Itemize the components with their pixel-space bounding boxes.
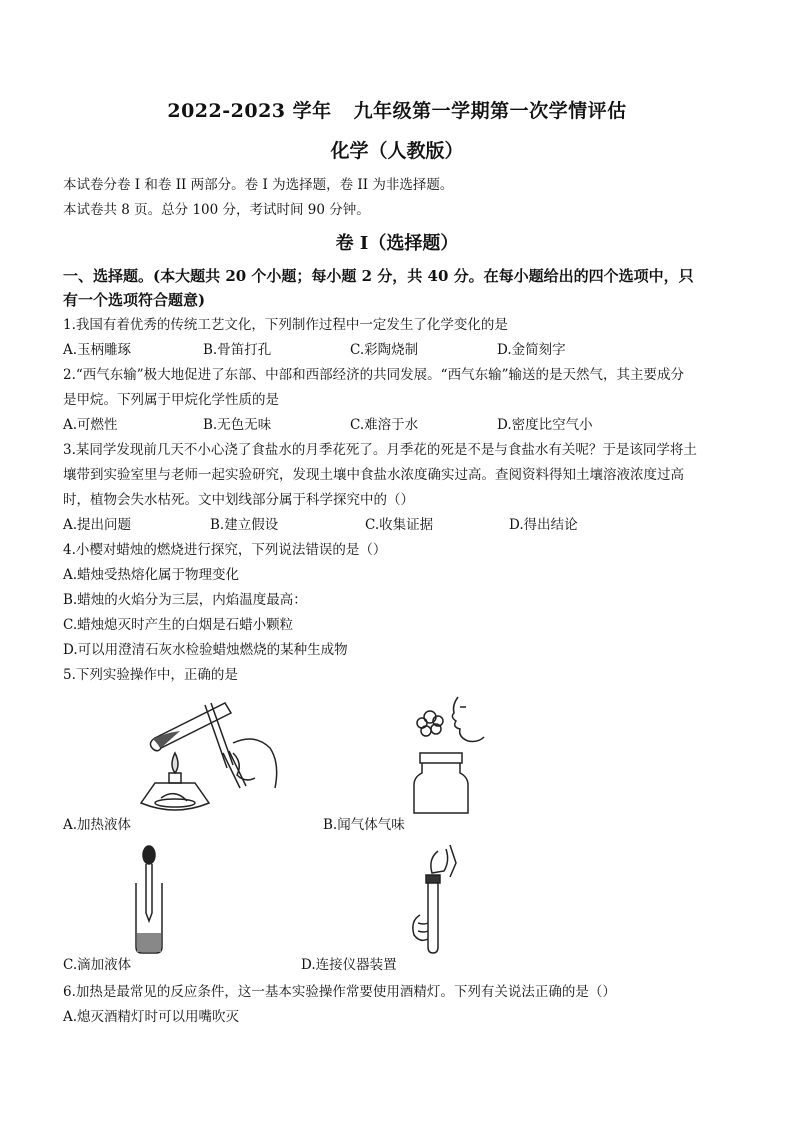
q5-option-b: B.闻气体气味 (323, 817, 405, 833)
q1-option-d: D.金简刻字 (497, 342, 566, 358)
q4-option-d: D.可以用澄清石灰水检验蜡烛燃烧的某种生成物 (63, 642, 348, 658)
q1-option-c: C.彩陶烧制 (350, 342, 419, 358)
q3-option-b: B.建立假设 (210, 517, 279, 533)
q3-option-a: A.提出问题 (63, 517, 132, 533)
q6-stem: 6.加热是最常见的反应条件，这一基本实验操作常要使用酒精灯。下列有关说法正确的是（） (63, 984, 616, 1000)
q6-option-a: A.熄灭酒精灯时可以用嘴吹灭 (63, 1009, 240, 1025)
q1-option-a: A.玉柄雕琢 (63, 342, 132, 358)
q5-option-c: C.滴加液体 (63, 957, 132, 973)
intro-line-1: 本试卷分卷 I 和卷 II 两部分。卷 I 为选择题，卷 II 为非选择题。 (63, 177, 454, 193)
section-heading-line-1: 一、选择题。(本大题共 20 个小题；每小题 2 分，共 40 分。在每小题给出的四个选项中，只 (63, 267, 694, 285)
intro-line-2: 本试卷共 8 页。总分 100 分，考试时间 90 分钟。 (63, 202, 370, 218)
q4-option-c: C.蜡烛熄灭时产生的白烟是石蜡小颗粒 (63, 617, 294, 633)
q5-option-a: A.加热液体 (63, 817, 132, 833)
section-title: 卷 I（选择题） (335, 233, 459, 254)
q3-option-c: C.收集证据 (365, 517, 434, 533)
q1-stem: 1.我国有着优秀的传统工艺文化，下列制作过程中一定发生了化学变化的是 (63, 317, 508, 333)
q5-stem: 5.下列实验操作中，正确的是 (63, 667, 238, 683)
exam-title-rest: 九年级第一学期第一次学情评估 (353, 100, 627, 122)
q3-stem-line-3: 时，植物会失水枯死。文中划线部分属于科学探究中的（） (63, 492, 414, 508)
q3-option-d: D.得出结论 (509, 517, 578, 533)
exam-subtitle: 化学（人教版） (330, 140, 464, 162)
q2-option-a: A.可燃性 (63, 417, 118, 433)
exam-year: 2022-2023 学年 (167, 100, 332, 122)
connecting-apparatus-illustration (400, 843, 470, 955)
q4-option-b: B.蜡烛的火焰分为三层，内焰温度最高： (63, 592, 307, 608)
exam-title (0, 96, 794, 123)
smelling-gas-illustration (400, 693, 510, 815)
heating-liquid-illustration (125, 693, 285, 815)
q2-option-b: B.无色无味 (203, 417, 272, 433)
q3-stem-line-2: 壤带到实验室里与老师一起实验研究，发现土壤中食盐水浓度确实过高。查阅资料得知土壤溶液浓度过高 (63, 467, 684, 483)
q4-stem: 4.小樱对蜡烛的燃烧进行探究，下列说法错误的是（） (63, 542, 387, 558)
q5-option-d: D.连接仪器装置 (301, 957, 397, 973)
q2-option-d: D.密度比空气小 (497, 417, 593, 433)
q4-option-a: A.蜡烛受热熔化属于物理变化 (63, 567, 240, 583)
dropper-illustration (128, 843, 178, 955)
q2-option-c: C.难溶于水 (350, 417, 419, 433)
q2-stem-line-2: 是甲烷。下列属于甲烷化学性质的是 (63, 392, 279, 408)
q1-option-b: B.骨笛打孔 (203, 342, 272, 358)
q2-stem-line-1: 2.“西气东输”极大地促进了东部、中部和西部经济的共同发展。“西气东输”输送的是天然气，其主要成分 (63, 367, 684, 383)
q3-stem-line-1: 3.某同学发现前几天不小心浇了食盐水的月季花死了。月季花的死是不是与食盐水有关呢？于是该同学将土 (63, 442, 697, 458)
section-heading-line-2: 有一个选项符合题意) (63, 291, 206, 309)
